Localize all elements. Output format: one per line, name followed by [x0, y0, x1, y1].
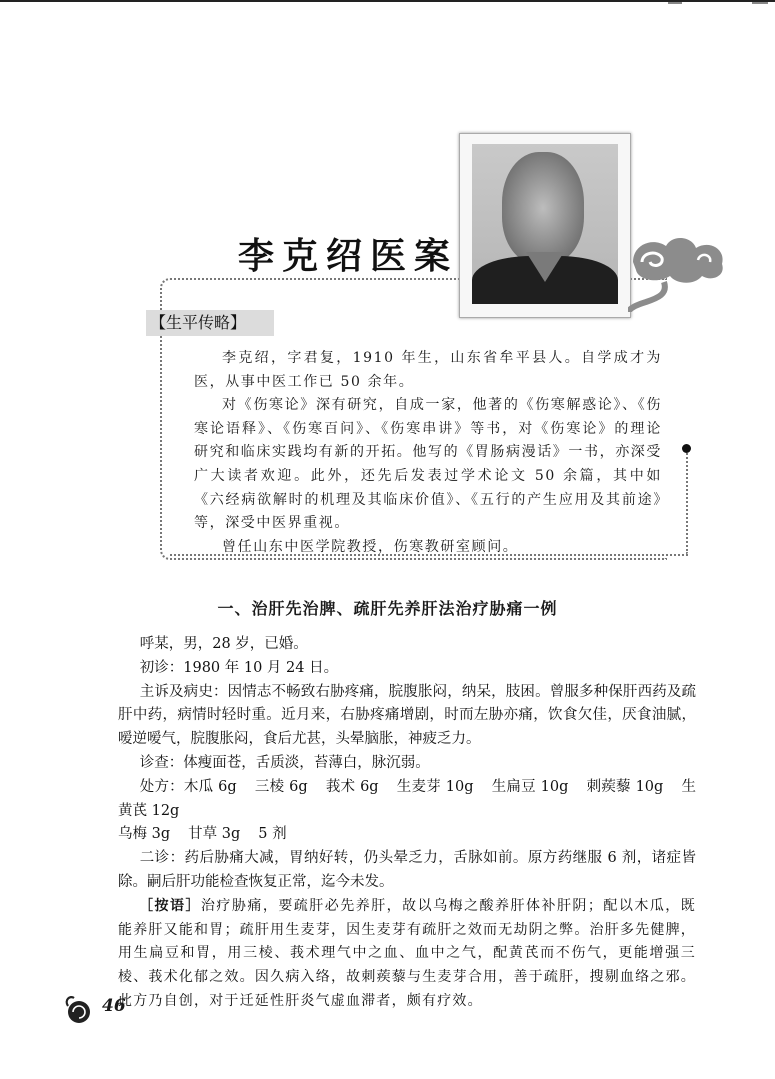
prescription-label: 处方： — [139, 778, 184, 795]
commentary-text: 治疗胁痛，要疏肝必先养肝，故以乌梅之酸养肝体补肝阴；配以木瓜，既能养肝又能和胃；疏肝用生麦芽，因生麦芽有疏肝之效而无劫阴之弊。治肝多先健脾，用生扁豆和胃，用三棱、莪术理气中之血、血中之气，配黄芪而不伤气，更能增强三棱、莪术化郁之效。因久病入络，故刺蒺藜与生麦芽合用，善于疏肝，搜剔血络之邪。此方乃自创，对于迁延性肝炎气虚血滞者，颇有疗效。 — [118, 897, 696, 1009]
herb-item: 三棱 6g — [254, 778, 308, 795]
scan-smudge — [668, 2, 682, 4]
herb-item: 生麦芽 10g — [396, 778, 474, 795]
scan-smudge — [752, 2, 768, 4]
portrait-frame — [459, 133, 631, 318]
chief-complaint-history: 主诉及病史：因情志不畅致右胁疼痛，脘腹胀闷，纳呆，肢困。曾服多种保肝西药及疏肝中药，病情时轻时重。近月来，右胁疼痛增剧，时而左胁亦痛，饮食欠佳，厌食油腻，嗳逆嗳气，脘腹胀闷，食后尤甚，头晕脑胀，神疲乏力。 — [118, 683, 696, 748]
prescription — [118, 776, 696, 847]
bio-paragraph: 曾任山东中医学院教授，伤寒教研室顾问。 — [222, 538, 519, 555]
herb-item: 生扁豆 10g — [491, 778, 569, 795]
swirl-ornament-icon — [62, 994, 92, 1024]
dose-count: 5 剂 — [258, 826, 287, 843]
bio-frame-right-border — [686, 450, 688, 554]
commentary — [118, 895, 696, 1014]
biography-text — [194, 347, 662, 559]
herb-item: 乌梅 3g — [118, 826, 171, 843]
herb-item: 莪术 6g — [325, 778, 379, 795]
second-visit: 二诊：药后胁痛大减，胃纳好转，仍头晕乏力，舌脉如前。原方药继服 6 剂，诸症皆除。嗣后肝功能检查恢复正常，迄今未发。 — [118, 850, 696, 890]
section-label-biography: 【生平传略】 — [146, 310, 274, 336]
frame-dot-ornament — [682, 444, 691, 453]
case-heading: 一、治肝先治脾、疏肝先养肝法治疗胁痛一例 — [217, 599, 558, 618]
examination: 诊查：体瘦面苍，舌质淡，苔薄白，脉沉弱。 — [139, 754, 430, 771]
commentary-label: ［按语］ — [139, 897, 201, 914]
herb-item: 木瓜 6g — [183, 778, 237, 795]
first-visit-date: 初诊：1980 年 10 月 24 日。 — [139, 659, 339, 676]
portrait-photo — [472, 144, 618, 304]
portrait-head — [502, 152, 584, 264]
herb-item: 刺蒺藜 10g — [586, 778, 664, 795]
case-record — [118, 633, 696, 1014]
page-number: 46 — [102, 996, 126, 1016]
bio-paragraph: 李克绍，字君复，1910 年生，山东省牟平县人。自学成才为医，从事中医工作已 50 余年。 — [194, 350, 662, 390]
top-edge-rule — [0, 0, 775, 2]
page-title: 李克绍医案 — [238, 236, 459, 277]
herb-item: 生黄芪 12g — [118, 778, 697, 819]
patient-info: 呼某，男，28 岁，已婚。 — [139, 636, 308, 652]
bio-paragraph: 对《伤寒论》深有研究，自成一家，他著的《伤寒解惑论》、《伤寒论语释》、《伤寒百问》、《伤寒串讲》等书，对《伤寒论》的理论研究和临床实践均有新的开拓。他写的《胃肠病漫话》一书，亦深受广大读者欢迎。此外，还先后发表过学术论文 50 余篇，其中如《六经病欲解时的机理及其临床价值》、《五行的产生应用及其前途》等，深受中医界重视。 — [194, 397, 662, 532]
herb-item: 甘草 3g — [188, 826, 241, 843]
cloud-ornament-icon — [628, 232, 728, 312]
